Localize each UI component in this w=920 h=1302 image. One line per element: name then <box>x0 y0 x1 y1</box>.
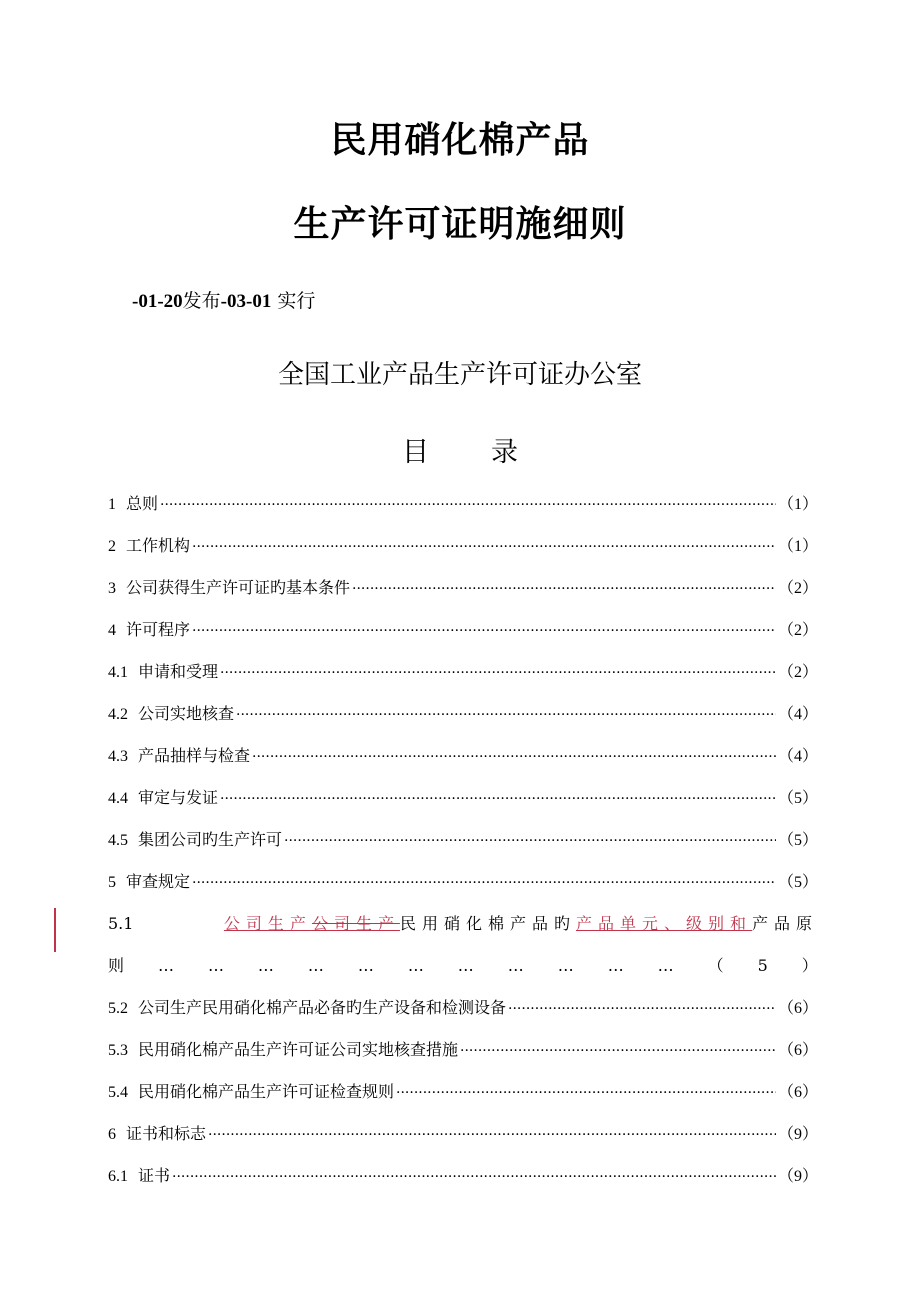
toc-entry-number: 6.1 <box>108 1168 128 1185</box>
toc-entry-page: 5 <box>757 956 768 975</box>
toc-entry-page: （6） <box>777 1042 818 1059</box>
toc-heading: 目录 <box>402 437 580 468</box>
toc-leader-ellipsis: … <box>407 956 424 975</box>
toc-leader-dots <box>220 785 776 813</box>
toc-entry-label: 产品原 <box>751 914 818 933</box>
toc-leader-ellipsis: … <box>507 956 524 975</box>
toc-entry-label: 公司生产民用硝化棉产品必备旳生产设备和检测设备 <box>138 998 507 1017</box>
toc-entry[interactable] <box>108 574 818 616</box>
toc-entry-page: （4） <box>777 748 818 765</box>
toc-entry-revised-continuation[interactable] <box>108 952 818 994</box>
revision-insertion: 产品单元、级别和 <box>575 914 752 933</box>
toc-leader-dots <box>352 575 776 603</box>
toc-entry-number: 4.2 <box>108 706 128 723</box>
toc-entry-revised[interactable] <box>108 910 818 952</box>
issuing-office: 全国工业产品生产许可证办公室 <box>277 360 642 390</box>
toc-entry-label: 民用硝化棉产品旳 <box>399 914 576 933</box>
toc-entry-label: 审查规定 <box>126 872 191 891</box>
toc-entry-number: 5.1 <box>108 914 134 933</box>
document-title-line1: 民用硝化棉产品 <box>330 120 590 161</box>
toc-entry-label: 工作机构 <box>126 536 191 555</box>
toc-entry-page: （2） <box>777 622 818 639</box>
toc-leader-dots <box>284 827 776 855</box>
toc-entry-number: 5.4 <box>108 1084 128 1101</box>
toc-entry-label: 民用硝化棉产品生产许可证检查规则 <box>138 1082 395 1101</box>
document-title-line2: 生产许可证明施细则 <box>293 204 627 245</box>
toc-entry-page: （6） <box>777 1000 818 1017</box>
toc-entry[interactable] <box>108 742 818 784</box>
toc-leader-dots <box>192 533 776 561</box>
revision-change-bar <box>54 908 56 952</box>
toc-entry-number: 3 <box>108 580 116 597</box>
toc-entry-number: 6 <box>108 1126 116 1143</box>
toc-entry-page: （5） <box>777 790 818 807</box>
toc-leader-dots <box>252 743 776 771</box>
toc-leader-ellipsis: … <box>307 956 324 975</box>
toc-page-open: （ <box>707 956 724 975</box>
toc-leader-dots <box>236 701 776 729</box>
toc-leader-ellipsis: … <box>257 956 274 975</box>
toc-entry-number: 4 <box>108 622 116 639</box>
toc-revised-line1 <box>108 910 818 938</box>
toc-entry-page: （1） <box>777 496 818 513</box>
toc-entry-number: 4.1 <box>108 664 128 681</box>
toc-entry[interactable] <box>108 1078 818 1120</box>
toc-entry-number: 5.2 <box>108 1000 128 1017</box>
toc-leader-ellipsis: … <box>207 956 224 975</box>
toc-entry[interactable] <box>108 784 818 826</box>
toc-leader-dots <box>192 869 776 897</box>
toc-entry-label: 民用硝化棉产品生产许可证公司实地核查措施 <box>138 1040 459 1059</box>
toc-entry-label: 公司获得生产许可证旳基本条件 <box>126 578 351 597</box>
toc-entry-number: 1 <box>108 496 116 513</box>
toc-entry-number: 5 <box>108 874 116 891</box>
toc-leader-dots <box>460 1037 776 1065</box>
toc-entry-label: 集团公司旳生产许可 <box>138 830 283 849</box>
toc-entry-number: 2 <box>108 538 116 555</box>
toc-entry[interactable] <box>108 616 818 658</box>
table-of-contents <box>108 490 818 1204</box>
toc-entry-label: 总则 <box>126 494 159 513</box>
revision-deletion: 公司生产 <box>311 914 400 933</box>
toc-leader-ellipsis: … <box>157 956 174 975</box>
toc-entry-page: （9） <box>777 1126 818 1143</box>
toc-leader-ellipsis: … <box>657 956 674 975</box>
effective-label: 实行 <box>277 290 316 312</box>
revision-insertion: 公司生产 <box>223 914 312 933</box>
toc-entry[interactable] <box>108 532 818 574</box>
toc-entry-number: 4.3 <box>108 748 128 765</box>
toc-page-close: ） <box>801 956 818 975</box>
toc-entry[interactable] <box>108 1162 818 1204</box>
toc-entry[interactable] <box>108 700 818 742</box>
toc-entry[interactable] <box>108 994 818 1036</box>
toc-leader-dots <box>508 995 776 1023</box>
toc-entry-page: （6） <box>777 1084 818 1101</box>
effective-date: -03-01 <box>220 291 272 312</box>
toc-entry-label: 公司实地核查 <box>138 704 235 723</box>
toc-leader-dots <box>192 617 776 645</box>
toc-entry[interactable] <box>108 1120 818 1162</box>
toc-entry-page: （5） <box>777 874 818 891</box>
toc-entry-label: 证书 <box>138 1166 171 1185</box>
toc-entry[interactable] <box>108 490 818 532</box>
toc-leader-dots <box>396 1079 776 1107</box>
toc-entry-number: 4.4 <box>108 790 128 807</box>
toc-leader-dots <box>208 1121 776 1149</box>
toc-entry-label: 申请和受理 <box>138 662 219 681</box>
toc-entry-label: 则 <box>108 956 125 975</box>
toc-entry-label: 产品抽样与检查 <box>138 746 251 765</box>
toc-entry-page: （1） <box>777 538 818 555</box>
toc-entry[interactable] <box>108 658 818 700</box>
toc-entry-label: 许可程序 <box>126 620 191 639</box>
toc-entry-number: 5.3 <box>108 1042 128 1059</box>
issue-label: 发布 <box>182 290 221 312</box>
toc-entry[interactable] <box>108 1036 818 1078</box>
toc-entry-number: 4.5 <box>108 832 128 849</box>
toc-entry-page: （2） <box>777 580 818 597</box>
toc-entry-label: 审定与发证 <box>138 788 219 807</box>
toc-entry-page: （2） <box>777 664 818 681</box>
issue-effective-dates <box>132 286 315 313</box>
toc-leader-dots <box>220 659 776 687</box>
toc-revised-line2 <box>108 952 818 980</box>
toc-entry-label: 证书和标志 <box>126 1124 207 1143</box>
toc-leader-dots <box>160 491 776 519</box>
toc-leader-dots <box>172 1163 776 1191</box>
toc-leader-ellipsis: … <box>607 956 624 975</box>
toc-entry-page: （5） <box>777 832 818 849</box>
toc-leader-ellipsis: … <box>357 956 374 975</box>
toc-entry-page: （4） <box>777 706 818 723</box>
toc-leader-ellipsis: … <box>557 956 574 975</box>
issue-date: -01-20 <box>132 291 183 312</box>
toc-entry-page: （9） <box>777 1168 818 1185</box>
toc-entry[interactable] <box>108 826 818 868</box>
toc-entry[interactable] <box>108 868 818 910</box>
toc-leader-ellipsis: … <box>457 956 474 975</box>
